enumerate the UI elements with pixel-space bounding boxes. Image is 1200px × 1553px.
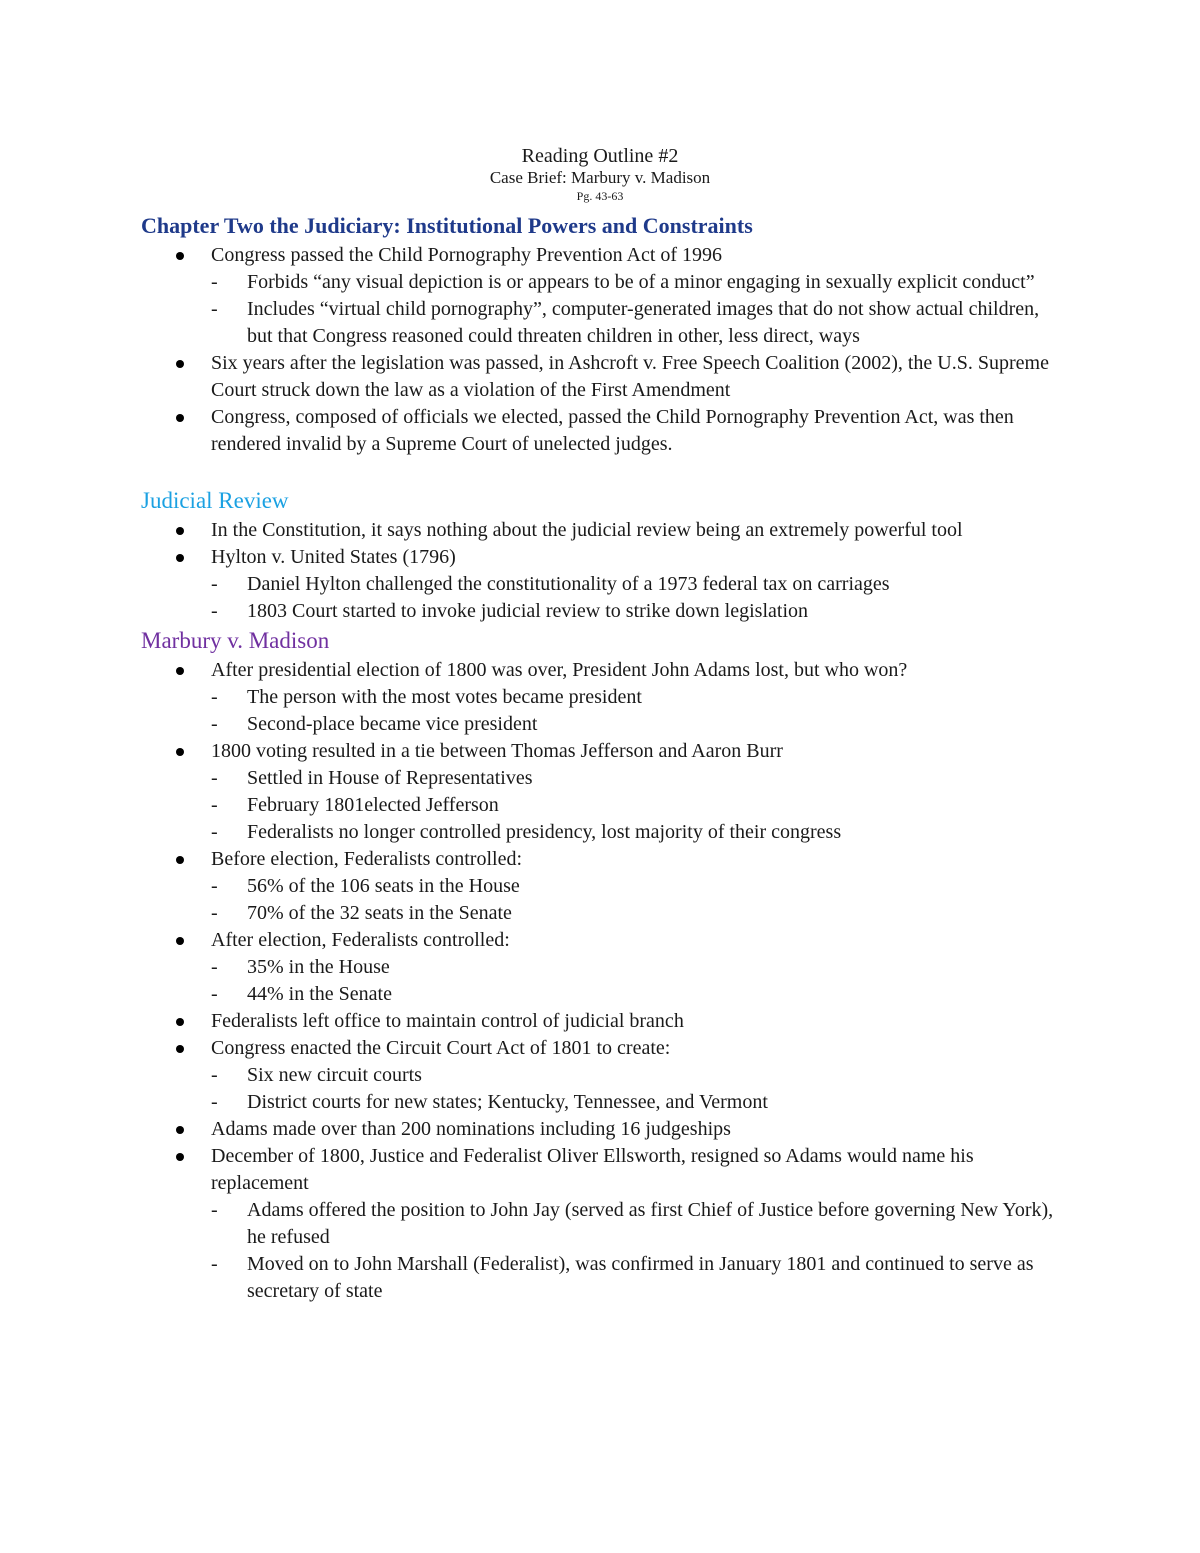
- sub-item-text: Adams offered the position to John Jay (served as first Chief of Justice before governing New York), he refused: [247, 1199, 1054, 1248]
- sub-item: [211, 684, 1061, 711]
- bullet-dot-icon: [176, 527, 184, 535]
- dash-icon: -: [211, 821, 218, 843]
- dash-icon: -: [211, 1064, 218, 1086]
- bullet-dot-icon: [176, 1045, 184, 1053]
- page-range: Pg. 43-63: [576, 189, 624, 203]
- sub-item: [211, 598, 1061, 625]
- bullet-item: [141, 927, 1061, 1008]
- sub-item-text: 44% in the Senate: [247, 983, 392, 1005]
- sub-item: [211, 1197, 1061, 1251]
- outline-content: [141, 210, 1061, 1305]
- sub-item: [211, 873, 1061, 900]
- bullet-text: Six years after the legislation was passed, in Ashcroft v. Free Speech Coalition (2002), the U.S. Supreme Court struck down the law as a violation of the First Amendment: [211, 352, 1049, 401]
- dash-icon: -: [211, 956, 218, 978]
- sub-item-text: District courts for new states; Kentucky, Tennessee, and Vermont: [247, 1091, 768, 1113]
- document-subtitle: Case Brief: Marbury v. Madison: [489, 168, 711, 187]
- dash-icon: -: [211, 983, 218, 1005]
- bullet-item: [141, 350, 1061, 404]
- dash-icon: -: [211, 686, 218, 708]
- bullet-text: December of 1800, Justice and Federalist Oliver Ellsworth, resigned so Adams would name his replacement: [211, 1145, 974, 1194]
- bullet-list: [141, 657, 1061, 1305]
- dash-icon: -: [211, 573, 218, 595]
- sub-list: [211, 269, 1061, 350]
- bullet-text: Congress, composed of officials we elected, passed the Child Pornography Prevention Act, was then rendered invalid by a Supreme Court of unelected judges.: [211, 406, 1014, 455]
- dash-icon: -: [211, 600, 218, 622]
- bullet-dot-icon: [176, 554, 184, 562]
- sub-item-text: The person with the most votes became president: [247, 686, 642, 708]
- dash-icon: -: [211, 902, 218, 924]
- dash-icon: -: [211, 794, 218, 816]
- sub-item: [211, 900, 1061, 927]
- bullet-text: Congress enacted the Circuit Court Act of 1801 to create:: [211, 1037, 671, 1059]
- sub-item: [211, 954, 1061, 981]
- bullet-text: After presidential election of 1800 was over, President John Adams lost, but who won?: [211, 659, 908, 681]
- dash-icon: -: [211, 271, 218, 293]
- sub-item: [211, 296, 1061, 350]
- bullet-item: [141, 544, 1061, 625]
- sub-item-text: 56% of the 106 seats in the House: [247, 875, 520, 897]
- sub-list: [211, 765, 1061, 846]
- section-heading: Judicial Review: [141, 488, 289, 513]
- sub-item: [211, 1089, 1061, 1116]
- sub-list: [211, 873, 1061, 927]
- bullet-item: [141, 517, 1061, 544]
- sub-item: [211, 981, 1061, 1008]
- bullet-list: [141, 242, 1061, 458]
- sub-item-text: Includes “virtual child pornography”, computer-generated images that do not show actual children, but that Congress reasoned could threaten children in other, less direct, ways: [247, 298, 1040, 347]
- bullet-text: Before election, Federalists controlled:: [211, 848, 523, 870]
- bullet-dot-icon: [176, 748, 184, 756]
- bullet-item: [141, 1143, 1061, 1305]
- sub-item-text: 35% in the House: [247, 956, 390, 978]
- sub-item: [211, 819, 1061, 846]
- sub-item-text: Federalists no longer controlled presidency, lost majority of their congress: [247, 821, 842, 843]
- bullet-dot-icon: [176, 856, 184, 864]
- document-header: [0, 144, 1200, 204]
- sub-list: [211, 1062, 1061, 1116]
- bullet-text: Congress passed the Child Pornography Prevention Act of 1996: [211, 244, 723, 266]
- sub-item-text: Moved on to John Marshall (Federalist), was confirmed in January 1801 and continued to serve as secretary of state: [247, 1253, 1034, 1302]
- bullet-item: [141, 1116, 1061, 1143]
- sub-list: [211, 571, 1061, 625]
- bullet-dot-icon: [176, 1153, 184, 1161]
- document-title: Reading Outline #2: [521, 145, 679, 167]
- sub-item: [211, 1251, 1061, 1305]
- sub-item-text: February 1801elected Jefferson: [247, 794, 499, 816]
- sub-item-text: Six new circuit courts: [247, 1064, 422, 1086]
- sub-list: [211, 954, 1061, 1008]
- dash-icon: -: [211, 1091, 218, 1113]
- dash-icon: -: [211, 713, 218, 735]
- sub-item: [211, 571, 1061, 598]
- sub-item: [211, 792, 1061, 819]
- bullet-text: In the Constitution, it says nothing about the judicial review being an extremely powerful tool: [211, 519, 963, 541]
- sub-item: [211, 711, 1061, 738]
- bullet-text: 1800 voting resulted in a tie between Thomas Jefferson and Aaron Burr: [211, 740, 783, 762]
- dash-icon: -: [211, 1253, 218, 1275]
- bullet-item: [141, 657, 1061, 738]
- sub-item-text: Settled in House of Representatives: [247, 767, 533, 789]
- bullet-item: [141, 738, 1061, 846]
- sub-list: [211, 684, 1061, 738]
- bullet-dot-icon: [176, 1018, 184, 1026]
- bullet-item: [141, 846, 1061, 927]
- sub-item-text: Daniel Hylton challenged the constitutionality of a 1973 federal tax on carriages: [247, 573, 890, 595]
- bullet-dot-icon: [176, 252, 184, 260]
- section-marbury-v-madison: [141, 625, 1061, 1305]
- section-heading: Marbury v. Madison: [141, 628, 330, 653]
- section-heading: Chapter Two the Judiciary: Institutional Powers and Constraints: [141, 213, 753, 238]
- bullet-item: [141, 242, 1061, 350]
- sub-list: [211, 1197, 1061, 1305]
- bullet-dot-icon: [176, 937, 184, 945]
- bullet-dot-icon: [176, 1126, 184, 1134]
- bullet-text: Federalists left office to maintain control of judicial branch: [211, 1010, 684, 1032]
- sub-item: [211, 765, 1061, 792]
- bullet-list: [141, 517, 1061, 625]
- sub-item-text: 1803 Court started to invoke judicial review to strike down legislation: [247, 600, 809, 622]
- section-judicial-review: [141, 485, 1061, 625]
- sub-item-text: Second-place became vice president: [247, 713, 538, 735]
- bullet-text: Hylton v. United States (1796): [211, 546, 456, 568]
- dash-icon: -: [211, 767, 218, 789]
- sub-item: [211, 1062, 1061, 1089]
- bullet-item: [141, 1035, 1061, 1116]
- bullet-item: [141, 1008, 1061, 1035]
- dash-icon: -: [211, 298, 218, 320]
- bullet-dot-icon: [176, 414, 184, 422]
- bullet-text: Adams made over than 200 nominations including 16 judgeships: [211, 1118, 731, 1140]
- bullet-text: After election, Federalists controlled:: [211, 929, 510, 951]
- section-chapter-two: [141, 210, 1061, 458]
- sub-item-text: Forbids “any visual depiction is or appears to be of a minor engaging in sexually explicit conduct”: [247, 271, 1035, 293]
- sub-item-text: 70% of the 32 seats in the Senate: [247, 902, 512, 924]
- dash-icon: -: [211, 875, 218, 897]
- dash-icon: -: [211, 1199, 218, 1221]
- bullet-item: [141, 404, 1061, 458]
- bullet-dot-icon: [176, 667, 184, 675]
- sub-item: [211, 269, 1061, 296]
- bullet-dot-icon: [176, 360, 184, 368]
